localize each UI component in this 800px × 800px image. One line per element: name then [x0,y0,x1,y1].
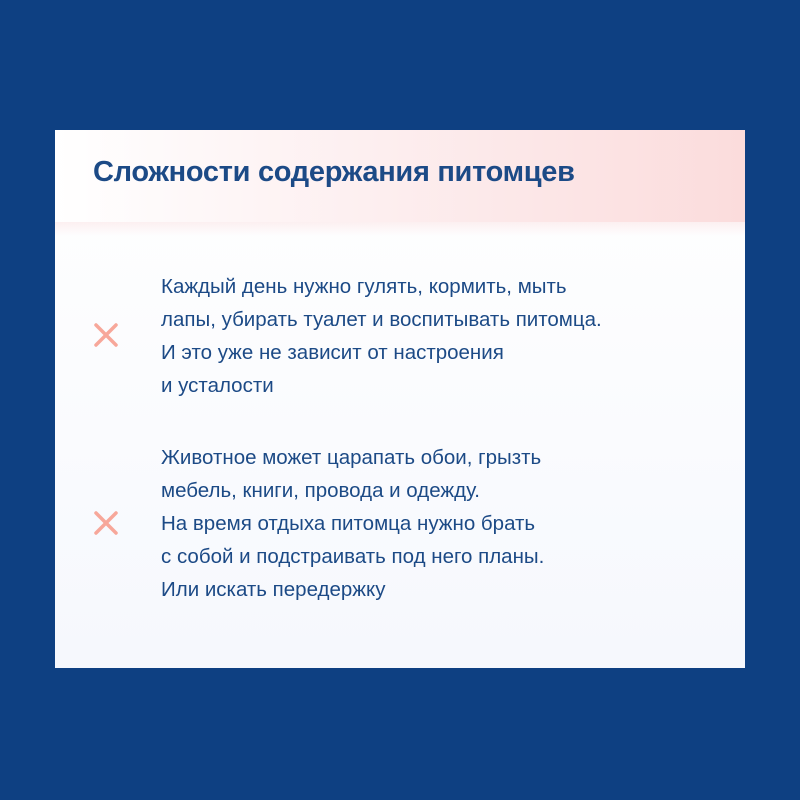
item-text-line: Каждый день нужно гулять, кормить, мыть [161,275,567,298]
item-text-line: Животное может царапать обои, грызть [161,446,542,469]
info-card [55,130,745,668]
item-text-line: И это уже не зависит от настроения [161,341,504,364]
item-text-line: и усталости [161,374,274,397]
cross-icon [91,508,121,538]
card-title: Сложности содержания питомцев [93,156,575,188]
card-header [55,130,745,222]
item-text-line: мебель, книги, провода и одежду. [161,479,480,502]
item-text [161,441,741,606]
item-text-line: с собой и подстраивать под него планы. [161,545,545,568]
item-text-line: Или искать передержку [161,578,386,601]
item-text [161,270,741,402]
item-text-line: На время отдыха питомца нужно брать [161,512,536,535]
item-text-line: лапы, убирать туалет и воспитывать питомца. [161,308,602,331]
cross-icon [91,320,121,350]
